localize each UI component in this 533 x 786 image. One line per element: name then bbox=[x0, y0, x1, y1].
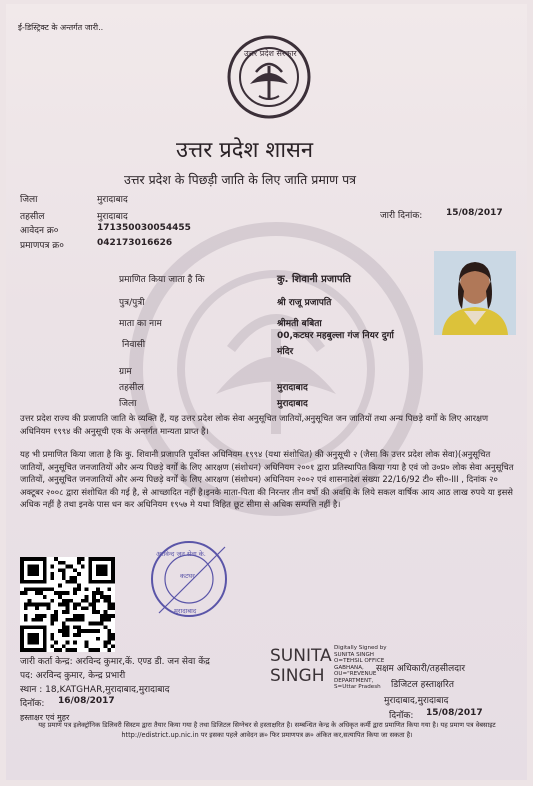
certificate-number-value: 042173016626 bbox=[97, 238, 173, 248]
qr-code bbox=[20, 557, 115, 652]
certify-label: प्रमाणित किया जाता है कि bbox=[119, 275, 205, 285]
resident-label: निवासी bbox=[122, 340, 146, 350]
up-govt-emblem bbox=[226, 34, 312, 120]
tehsil-value: मुरादाबाद bbox=[97, 212, 128, 222]
issuer-post: पद: अरविन्द कुमार, केन्द्र प्रभारी bbox=[20, 671, 126, 681]
relation-label: पुत्र/पुत्री bbox=[119, 298, 145, 308]
issuer-center: जारी कर्ता केन्द्र: अरविन्द कुमार,कें. एण्ड डी. जन सेवा केंद्र bbox=[20, 657, 210, 667]
mother-name: श्रीमती बबिता bbox=[277, 319, 322, 329]
issuer-place: स्थान : 18,KATGHAR,मुरादाबाद,मुरादाबाद bbox=[20, 685, 170, 695]
stamp-line-3: मुरादाबाद bbox=[174, 607, 197, 615]
authority-date-value: 15/08/2017 bbox=[426, 708, 483, 718]
address-line-1: 00,कटघर महबुल्ला गंज नियर दुर्गा bbox=[277, 331, 394, 341]
signer-name-line-2: SINGH bbox=[270, 666, 325, 686]
detail-tehsil-label: तहसील bbox=[119, 383, 144, 393]
creamy-layer-paragraph: यह भी प्रमाणित किया जाता है कि कु. शिवानी प्रजापति पूर्वोक्त अधिनियम १९९४ (यथा संशोधित) की अनुसूची २ (जैसा कि उत्तर प्रदेश लोक सेवा)(अनुसूचित जातियों, अनुसूचित जनजातियों और अन्य पिछड़े वर्गों के लिए आरक्षण (संशोधन) अधिनियम २००१ द्वारा प्रतिस्थापित किया गया है एवं जो उ०प्र० लोक सेवा अनुसूचित जातियों, अनुसूचित जनजातियों और अन्य पिछड़े वर्गों के लिए आरक्षण (संशोधन) अधिनियम २००२ एवं शासनादेश संख्या 22/16/92 टी० सी०-III , दिनांक २० अक्टूबर २००८ द्वारा संशोधित की गई है, से आच्छादित नहीं है।इनके माता-पिता की निरन्तर तीन वर्षो की अवधि के लिये सकल वार्षिक आय आठ लाख रुपये या इससे अधिक नहीं है तथा इनके पास धन कर अधिनियम १९५७ मे यथा विहित छूट सीमा से अधिक सम्पत्ति नहीं है। bbox=[20, 449, 514, 510]
digitally-signed-label: डिजिटल हस्ताक्षरित bbox=[391, 680, 454, 690]
father-name: श्री राजू प्रजापति bbox=[277, 298, 332, 308]
authority-title: सक्षम अधिकारी/तहसीलदार bbox=[376, 664, 466, 674]
issuer-date-label: दिनॉक: bbox=[20, 699, 45, 709]
village-label: ग्राम bbox=[119, 367, 132, 377]
certificate-number-label: प्रमाणपत्र क्र० bbox=[20, 241, 64, 251]
sign-seal-label: हस्ताक्षर एवं मुहर bbox=[20, 713, 70, 722]
district-label: जिला bbox=[20, 195, 38, 205]
issue-date-label: जारी दिनांक: bbox=[380, 211, 423, 221]
application-number-label: आवेदन क्र० bbox=[20, 226, 59, 236]
mother-label: माता का नाम bbox=[119, 319, 162, 329]
digital-signature-details: Digitally Signed by SUNITA SINGH O=TEHSIL OFFICE GABHANA, OU="REVENUE DEPARTMENT, S=Uttar Pradesh bbox=[334, 645, 387, 690]
issue-date-value: 15/08/2017 bbox=[446, 208, 503, 218]
caste-statement-paragraph: उत्तर प्रदेश राज्य की प्रजापति जाति के व्यक्ति हैं, यह उत्तर प्रदेश लोक सेवा अनुसूचित जातियों,अनुसूचित जन जातियों तथा अन्य पिछड़े वर्गों के लिए आरक्षण अधिनियम १९९४ की अनुसूची एक के अन्तर्गत मान्यता प्राप्त है। bbox=[20, 413, 489, 436]
detail-district-value: मुरादाबाद bbox=[277, 399, 308, 409]
address-line-2: मंदिर bbox=[277, 347, 294, 357]
authority-date-label: दिनॉक: bbox=[389, 711, 414, 721]
issuer-date-value: 16/08/2017 bbox=[58, 696, 115, 706]
detail-district-label: जिला bbox=[119, 399, 137, 409]
certificate-page bbox=[6, 4, 527, 780]
emblem-text: उत्तर प्रदेश सरकार bbox=[244, 49, 297, 58]
certificate-title: उत्तर प्रदेश के पिछड़ी जाति के लिए जाति प्रमाण पत्र bbox=[124, 172, 357, 187]
applicant-name: कु. शिवानी प्रजापति bbox=[277, 274, 351, 285]
tehsil-label: तहसील bbox=[20, 212, 45, 222]
govt-title: उत्तर प्रदेश शासन bbox=[176, 138, 314, 163]
signer-name-line-1: SUNITA bbox=[270, 646, 332, 666]
applicant-photo bbox=[434, 251, 516, 335]
application-number-value: 171350030054455 bbox=[97, 223, 191, 233]
stamp-line-2: कटघर bbox=[180, 572, 195, 580]
detail-tehsil-value: मुरादाबाद bbox=[277, 383, 308, 393]
disclaimer: यह प्रमाण पत्र इलेक्ट्रॉनिक डिलिवरी सिस्टम द्वारा तैयार किया गया है तथा डिजिटल सिग्नेचर से हस्ताक्षरित है। सम्बन्धित केन्द्र के अधिकृत कर्मी द्वारा प्रमाणित किया गया है। यह प्रमाण पत्र वेबसाइट http://edistrict.up.nic.in पर इसका पहले आवेदन क्र० फिर प्रमाणपत्र क्र० अंकित कर,सत्यापित किया जा सकता है। bbox=[38, 721, 496, 739]
stamp-line-1: अरविन्द जन सेवा के. bbox=[156, 550, 206, 558]
district-value: मुरादाबाद bbox=[97, 195, 128, 205]
portal-note: ई-डिस्ट्रिक्ट के अन्तर्गत जारी.. bbox=[18, 23, 104, 32]
authority-location: मुरादाबाद,मुरादाबाद bbox=[384, 696, 449, 706]
